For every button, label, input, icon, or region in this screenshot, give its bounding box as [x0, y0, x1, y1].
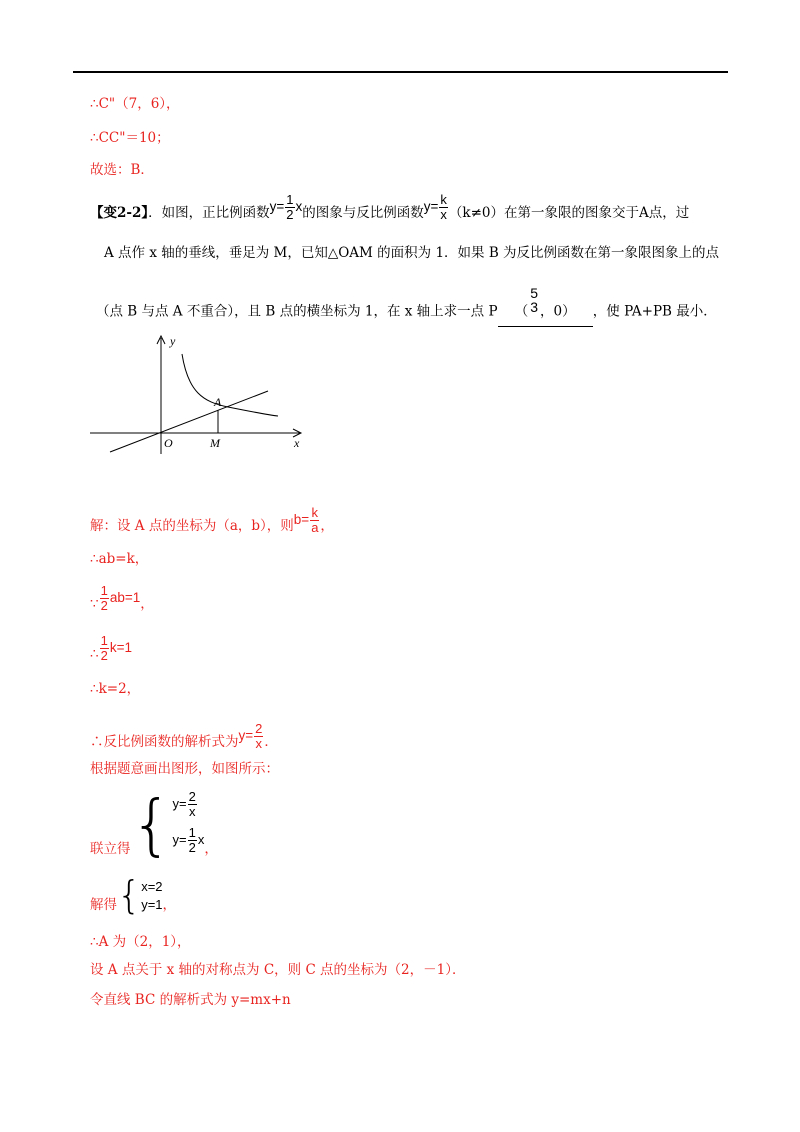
- fraction-half-k: $\frac{1}{2}$: [100, 633, 108, 663]
- solution-line-6: ∴反比例函数的解析式为y= $\frac{2}{x}$ ．: [90, 721, 278, 751]
- solution-line-11: 设 A 点关于 x 轴的对称点为 C，则 C 点的坐标为（2，－1）．: [90, 962, 466, 978]
- proportional-line: [110, 391, 268, 452]
- system-brace: {: [130, 786, 173, 863]
- fraction-half-ab: $\frac{1}{2}$: [100, 583, 108, 613]
- solution-line-7: 根据题意画出图形，如图所示：: [90, 761, 279, 777]
- problem-line-3: （点 B 与点 A 不重合），且 B 点的横坐标为 1，在 x 轴上求一点 P （ 5 3 ，0） ，使 PA+PB 最小．: [96, 298, 717, 327]
- solution-line-1: 解：设 A 点的坐标为（a，b），则b= $\frac{k}{a}$ ，: [90, 505, 334, 535]
- fraction-five-thirds: 5 3: [530, 285, 539, 315]
- solution-line-9: 解得{ x=2 y=1 ，: [90, 873, 177, 917]
- fraction-one-half: $\frac{1}{2}$: [286, 192, 294, 222]
- solution-line-4: ∴ $\frac{1}{2}$ k=1: [90, 633, 132, 663]
- line-cc-distance: ∴CC"＝10；: [90, 130, 170, 146]
- problem-label: 【变2-2】: [90, 205, 149, 221]
- line-answer: 故选：B．: [90, 162, 154, 178]
- problem-line-1: 【变2-2】．如图，正比例函数y= $\frac{1}{2}$ x的图象与反比例函数y= $\frac{k}{x}$ （k≠0）在第一象限的图象交于A点，过: [90, 192, 690, 222]
- result-system: x=2 y=1: [141, 879, 163, 912]
- solution-line-3: ∵ $\frac{1}{2}$ ab=1，: [90, 583, 154, 613]
- x-label: x: [294, 436, 300, 450]
- solution-line-5: ∴k=2，: [90, 681, 141, 697]
- result-brace: {: [117, 873, 142, 917]
- point-a-label: A: [214, 395, 222, 409]
- origin-label: O: [164, 436, 173, 450]
- point-m-label: M: [210, 436, 220, 450]
- solution-line-8: 联立得{ y= $\frac{2}{x}$ y= $\frac{1}{2}$ x ，: [90, 786, 218, 863]
- fraction-k-over-a: $\frac{k}{a}$: [311, 505, 319, 535]
- hyperbola-curve: [182, 354, 278, 416]
- answer-blank: （ 5 3 ，0）: [498, 298, 593, 327]
- line-c-coord: ∴C"（7，6），: [90, 96, 180, 112]
- header-rule: [73, 71, 728, 73]
- solution-line-2: ∴ab=k，: [90, 551, 149, 567]
- y-label: y: [170, 334, 176, 348]
- fraction-2-over-x: $\frac{2}{x}$: [255, 721, 263, 751]
- equation-system: y= $\frac{2}{x}$ y= $\frac{1}{2}$ x: [172, 789, 205, 856]
- function-graph: [88, 330, 308, 465]
- solution-line-10: ∴A 为（2，1），: [90, 934, 191, 950]
- problem-line-2: A 点作 x 轴的垂线，垂足为 M，已知△OAM 的面积为 1．如果 B 为反比例函数在第一象限图象上的点: [104, 245, 720, 261]
- fraction-k-over-x: $\frac{k}{x}$: [440, 192, 447, 222]
- solution-line-12: 令直线 BC 的解析式为 y=mx+n: [90, 992, 291, 1008]
